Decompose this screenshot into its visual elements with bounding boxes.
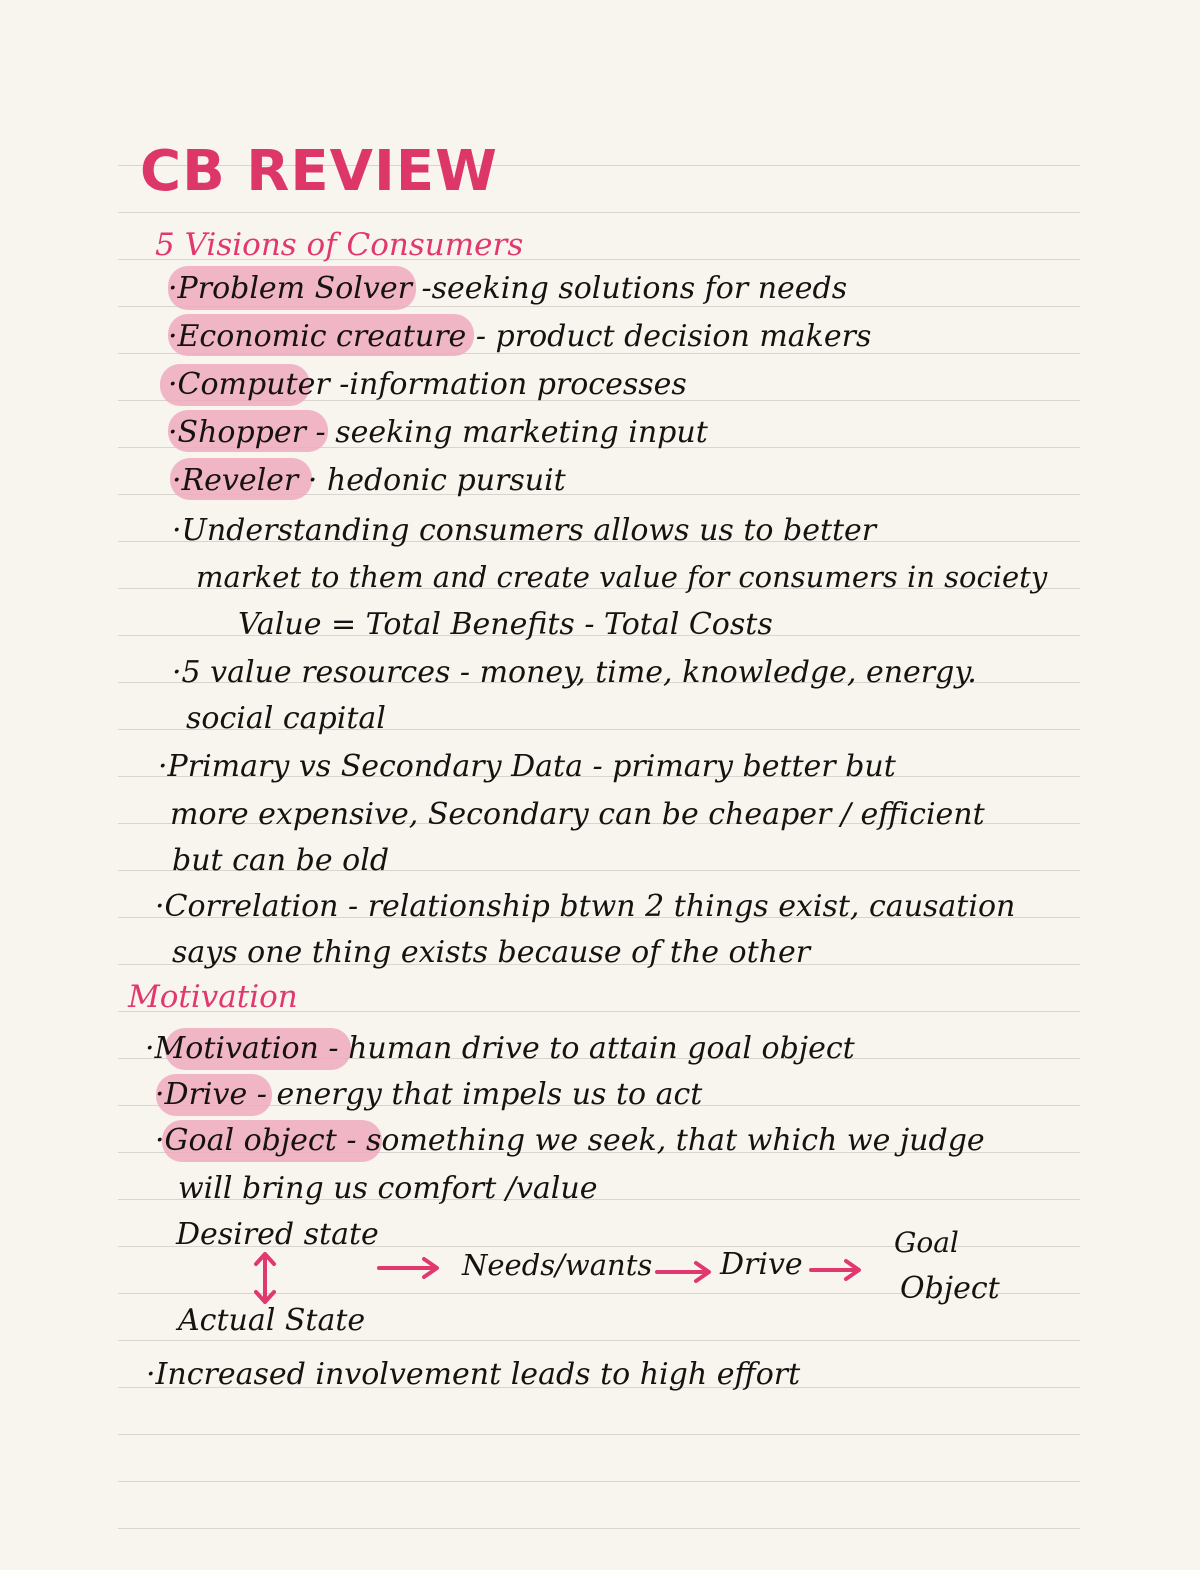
note-line: social capital: [186, 701, 386, 736]
definition-economic-creature: - product decision makers: [475, 319, 872, 354]
definition-reveler: · hedonic pursuit: [307, 463, 566, 498]
definition-problem-solver: -seeking solutions for needs: [421, 271, 848, 306]
note-line: ·5 value resources - money, time, knowledge, energy.: [172, 655, 977, 690]
rule-line: [118, 1434, 1080, 1435]
goal-object-label-line2: Object: [900, 1271, 1000, 1306]
rule-line: [118, 212, 1080, 213]
actual-state-label: Actual State: [178, 1303, 366, 1338]
note-line: market to them and create value for consumers in society: [196, 560, 1048, 594]
desired-state-label: Desired state: [176, 1217, 379, 1252]
section-heading-visions: 5 Visions of Consumers: [155, 227, 524, 263]
term-computer: ·Computer: [168, 367, 330, 402]
definition-computer: -information processes: [339, 367, 687, 402]
goal-object-label-line1: Goal: [894, 1226, 959, 1259]
note-line-problem-solver: [168, 270, 847, 308]
page-title: CB REVIEW: [140, 139, 498, 204]
definition-drive: - energy that impels us to act: [256, 1077, 703, 1112]
note-line: says one thing exists because of the other: [172, 935, 811, 970]
note-line: ·Increased involvement leads to high effort: [146, 1357, 801, 1392]
note-line-goal-object: [155, 1122, 985, 1160]
note-line-drive: [155, 1076, 702, 1114]
note-line-shopper: [168, 414, 708, 452]
term-drive: ·Drive: [155, 1077, 248, 1112]
arrow-right-icon: [654, 1260, 714, 1284]
note-line: ·Understanding consumers allows us to better: [172, 513, 877, 548]
term-problem-solver: ·Problem Solver: [168, 271, 412, 306]
note-line: more expensive, Secondary can be cheaper / efficient: [170, 797, 985, 832]
term-motivation: ·Motivation: [145, 1031, 319, 1066]
rule-line: [118, 1340, 1080, 1341]
definition-shopper: - seeking marketing input: [315, 415, 708, 450]
note-line: ·Primary vs Secondary Data - primary better but: [158, 749, 896, 784]
term-shopper: ·Shopper: [168, 415, 306, 450]
drive-label: Drive: [720, 1247, 803, 1282]
definition-goal-object: - something we seek, that which we judge: [346, 1123, 985, 1158]
value-formula: Value = Total Benefits - Total Costs: [238, 607, 773, 642]
note-line: but can be old: [172, 843, 390, 878]
rule-line: [118, 1481, 1080, 1482]
arrow-right-icon: [808, 1258, 864, 1282]
section-heading-motivation: Motivation: [128, 979, 298, 1015]
note-line-computer: [168, 366, 687, 404]
term-economic-creature: ·Economic creature: [168, 319, 467, 354]
note-line-economic-creature: [168, 318, 871, 356]
arrow-right-icon: [376, 1256, 442, 1280]
term-reveler: ·Reveler: [172, 463, 299, 498]
note-line: ·Correlation - relationship btwn 2 things exist, causation: [155, 889, 1016, 924]
definition-motivation: - human drive to attain goal object: [328, 1031, 855, 1066]
needs-wants-label: Needs/wants: [462, 1248, 653, 1282]
note-line-reveler: [172, 462, 566, 500]
double-arrow-icon: [250, 1250, 280, 1306]
rule-line: [118, 1528, 1080, 1529]
term-goal-object: ·Goal object: [155, 1123, 337, 1158]
note-line: will bring us comfort /value: [178, 1171, 598, 1206]
note-line-motivation: [145, 1030, 855, 1068]
